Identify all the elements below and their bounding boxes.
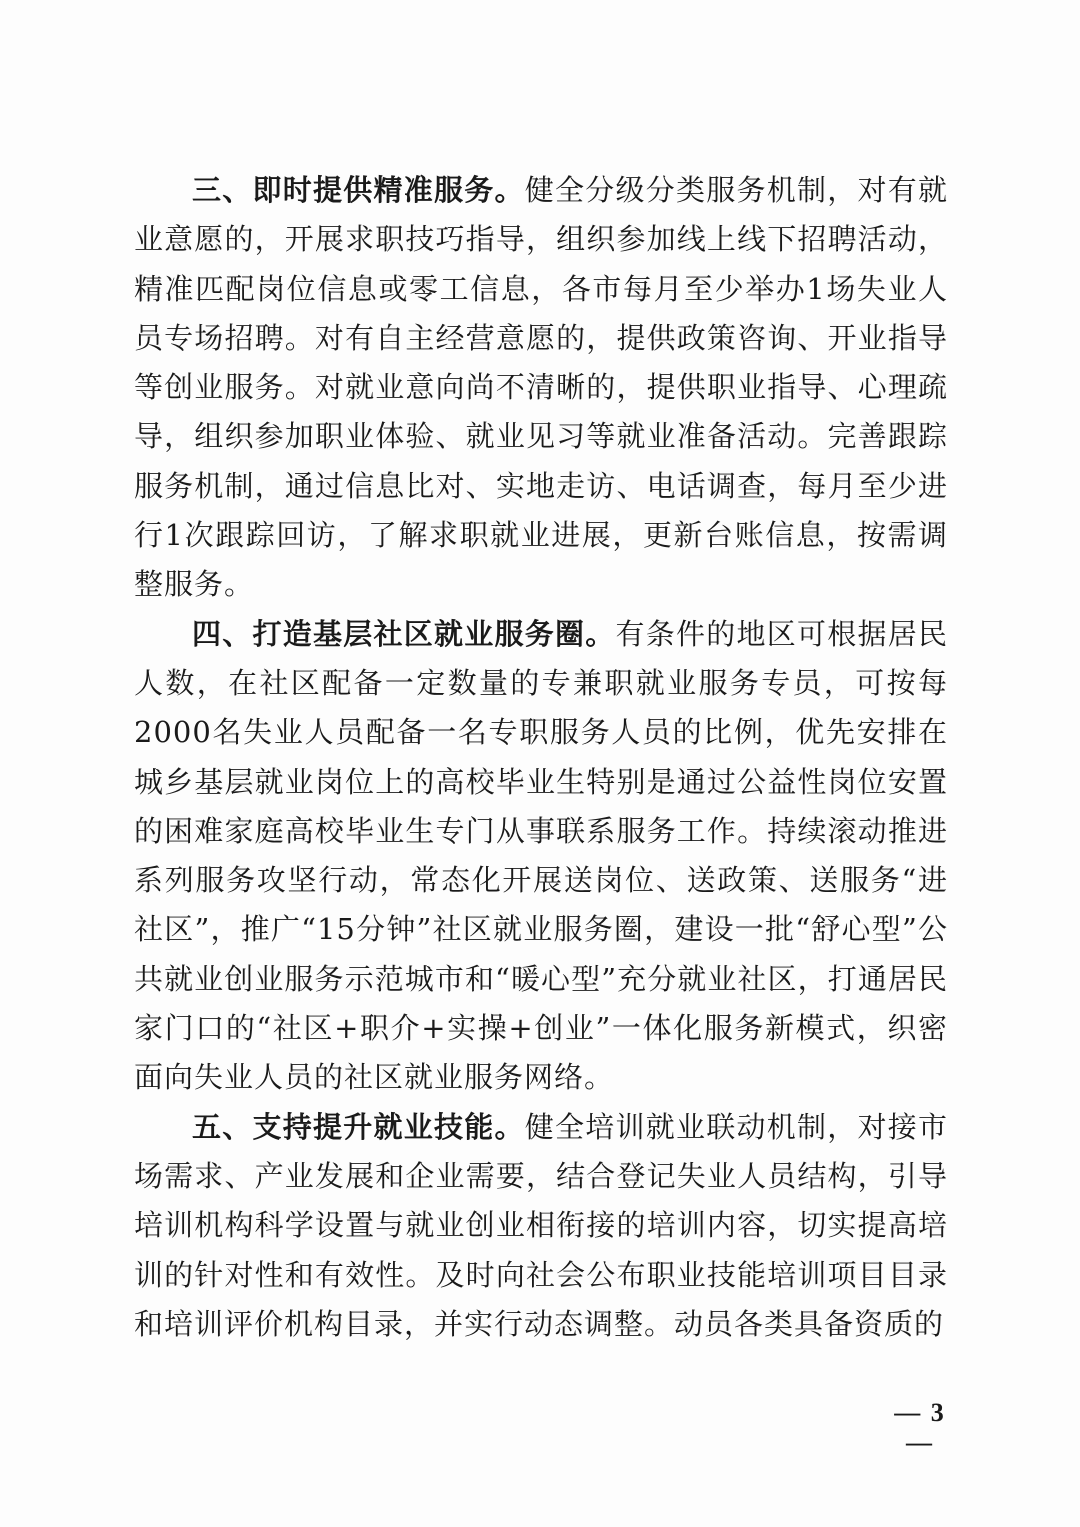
section-3-heading: 三、即时提供精准服务。 <box>192 173 525 207</box>
document-body <box>134 166 948 1349</box>
paragraph-section-5 <box>134 1103 948 1349</box>
section-3-body: 健全分级分类服务机制，对有就业意愿的，开展求职技巧指导，组织参加线上线下招聘活动，精准匹配岗位信息或零工信息，各市每月至少举办1场失业人员专场招聘。对有自主经营意愿的，提供政策咨询、开业指导等创业服务。对就业意向尚不清晰的，提供职业指导、心理疏导，组织参加职业体验、就业见习等就业准备活动。完善跟踪服务机制，通过信息比对、实地走访、电话调查，每月至少进行1次跟踪回访，了解求职就业进展，更新台账信息，按需调整服务。 <box>134 173 948 602</box>
paragraph-section-3 <box>134 166 948 610</box>
section-5-heading: 五、支持提升就业技能。 <box>192 1109 525 1144</box>
section-4-body: 有条件的地区可根据居民人数，在社区配备一定数量的专兼职就业服务专员，可按每2000名失业人员配备一名专职服务人员的比例，优先安排在城乡基层就业岗位上的高校毕业生特别是通过公益性岗位安置的困难家庭高校毕业生专门从事联系服务工作。持续滚动推进系列服务攻坚行动，常态化开展送岗位、送政策、送服务“进社区”，推广“15分钟”社区就业服务圈，建设一批“舒心型”公共就业创业服务示范城市和“暖心型”充分就业社区，打通居民家门口的“社区+职介+实操+创业”一体化服务新模式，织密面向失业人员的社区就业服务网络。 <box>134 616 948 1095</box>
page-number: — 3 — <box>894 1398 946 1457</box>
section-4-heading: 四、打造基层社区就业服务圈。 <box>192 616 616 651</box>
paragraph-section-4 <box>134 610 948 1103</box>
section-5-body: 健全培训就业联动机制，对接市场需求、产业发展和企业需要，结合登记失业人员结构，引导培训机构科学设置与就业创业相衔接的培训内容，切实提高培训的针对性和有效性。及时向社会公布职业技能培训项目目录和培训评价机构目录，并实行动态调整。动员各类具备资质的 <box>134 1109 948 1341</box>
